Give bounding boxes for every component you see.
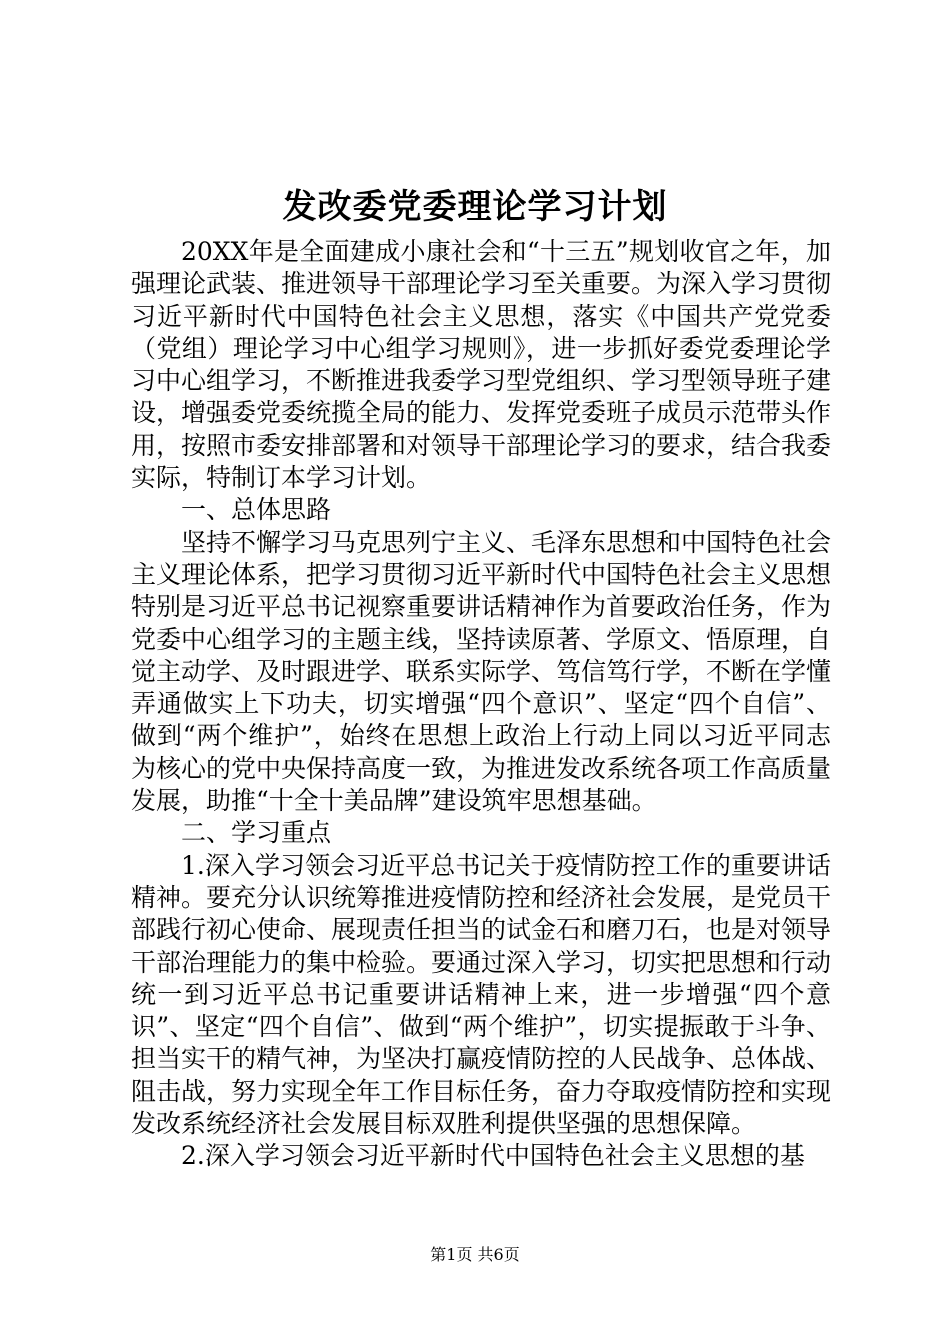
page-number-footer: 第1页 共6页 xyxy=(430,1245,520,1264)
section-heading-study-focus: 二、学习重点 xyxy=(181,818,332,848)
paragraph-overall-approach: 坚持不懈学习马克思列宁主义、毛泽东思想和中国特色社会主义理论体系，把学习贯彻习近平新时代中国特色社会主义思想特别是习近平总书记视察重要讲话精神作为首要政治任务，作为党委中心组学习的主题主线，坚持读原著、学原文、悟原理，自觉主动学、及时跟进学、联系实际学、笃信笃行学，不断在学懂弄通做实上下功夫，切实增强“四个意识”、坚定“四个自信”、做到“两个维护”，始终在思想上政治上行动上同以习近平同志为核心的党中央保持高度一致，为推进发改系统各项工作高质量发展，助推“十全十美品牌”建设筑牢思想基础。 xyxy=(131,527,832,816)
document-body xyxy=(131,236,831,1173)
paragraph-intro: 20XX年是全面建成小康社会和“十三五”规划收官之年，加强理论武装、推进领导干部理论学习至关重要。为深入学习贯彻习近平新时代中国特色社会主义思想，落实《中国共产党党委（党组）理论学习中心组学习规则》，进一步抓好委党委理论学习中心组学习，不断推进我委学习型党组织、学习型领导班子建设，增强委党委统揽全局的能力、发挥党委班子成员示范带头作用，按照市委安排部署和对领导干部理论学习的要求，结合我委实际，特制订本学习计划。 xyxy=(131,237,832,493)
section-heading-overall-approach: 一、总体思路 xyxy=(181,495,332,525)
paragraph-study-focus-2: 2.深入学习领会习近平新时代中国特色社会主义思想的基 xyxy=(181,1141,805,1171)
paragraph-study-focus-1: 1.深入学习领会习近平总书记关于疫情防控工作的重要讲话精神。要充分认识统筹推进疫情防控和经济社会发展，是党员干部践行初心使命、展现责任担当的试金石和磨刀石，也是对领导干部治理能力的集中检验。要通过深入学习，切实把思想和行动统一到习近平总书记重要讲话精神上来，进一步增强“四个意识”、坚定“四个自信”、做到“两个维护”，切实提振敢于斗争、担当实干的精气神，为坚决打赢疫情防控的人民战争、总体战、阻击战，努力实现全年工作目标任务，奋力夺取疫情防控和实现发改系统经济社会发展目标双胜利提供坚强的思想保障。 xyxy=(131,850,832,1139)
document-title: 发改委党委理论学习计划 xyxy=(282,187,668,227)
